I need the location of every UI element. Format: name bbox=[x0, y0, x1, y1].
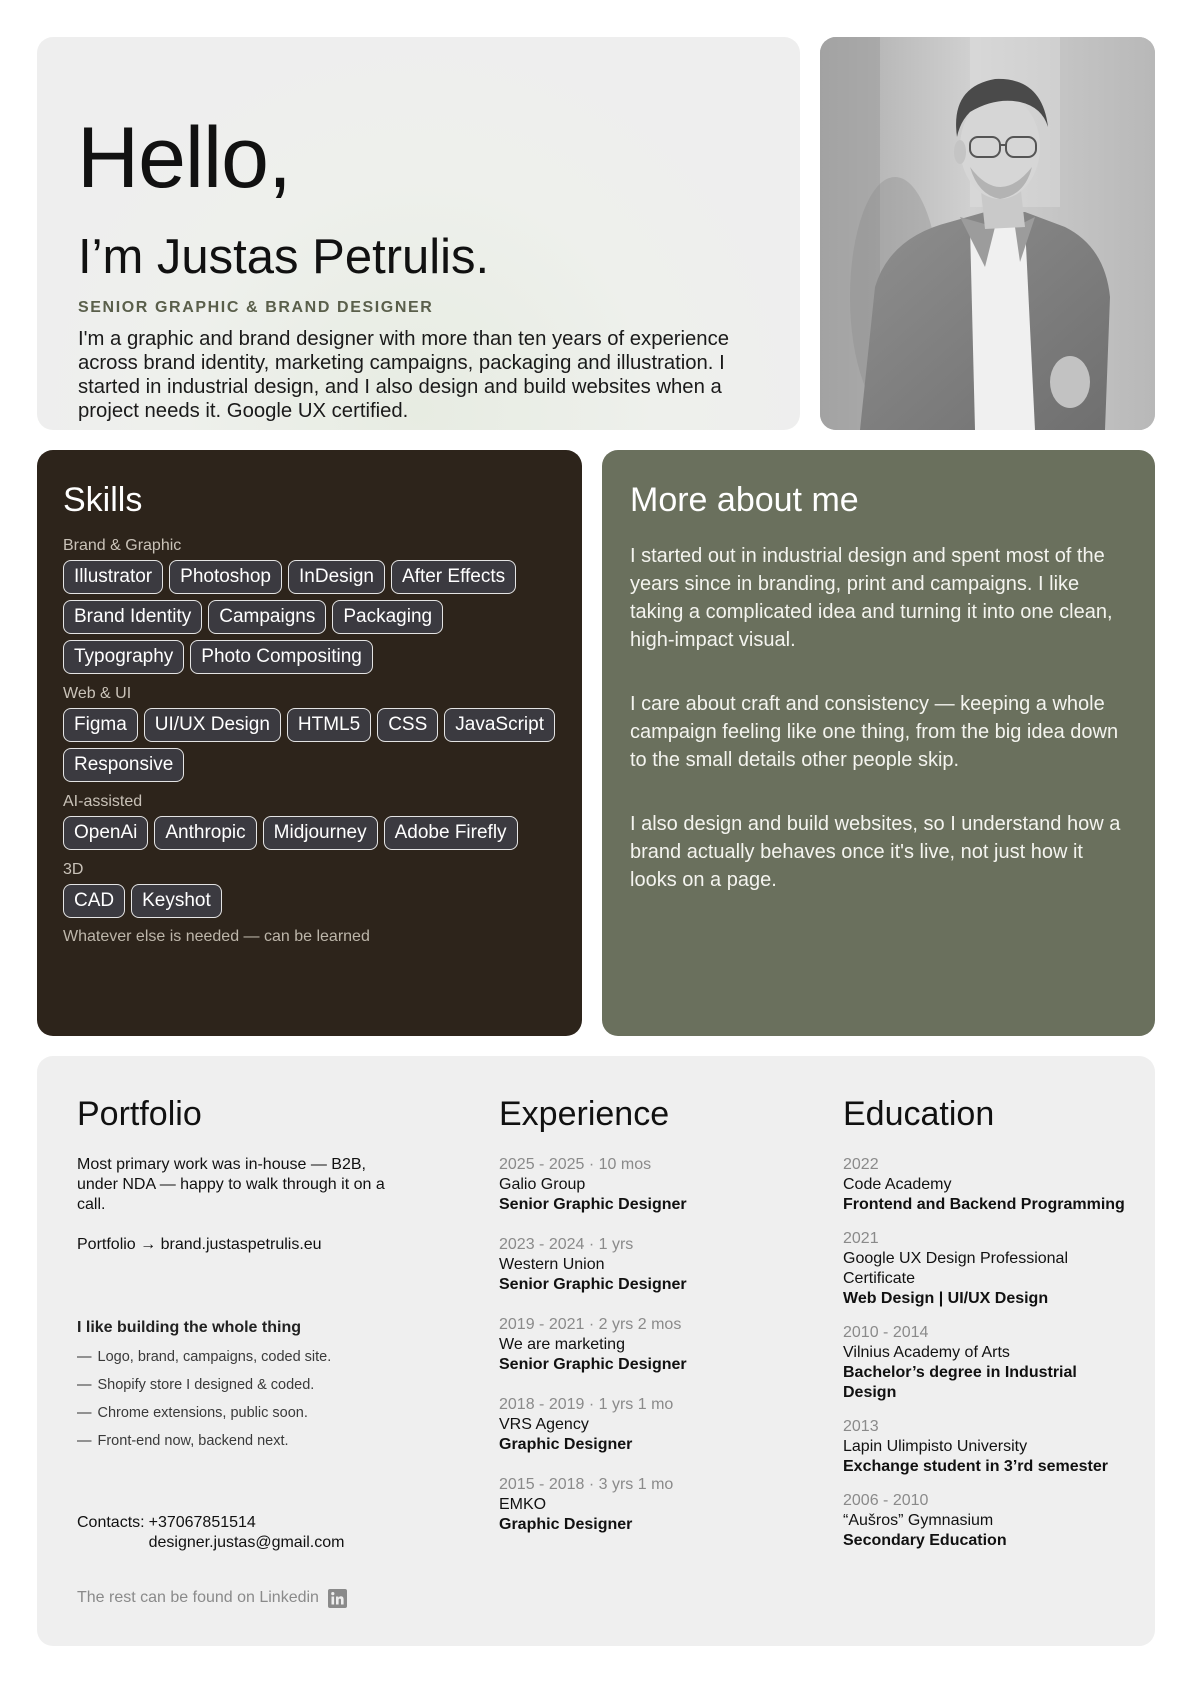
education-title: Education bbox=[843, 1095, 995, 1133]
list-item-text: Chrome extensions, public soon. bbox=[97, 1404, 308, 1421]
skill-tag: Adobe Firefly bbox=[384, 816, 518, 850]
entry-title: Senior Graphic Designer bbox=[499, 1355, 687, 1373]
experience-entry bbox=[499, 1155, 799, 1215]
skill-tag: InDesign bbox=[288, 560, 385, 594]
skills-card bbox=[37, 450, 582, 1036]
list-item bbox=[77, 1371, 407, 1399]
skills-title: Skills bbox=[63, 481, 143, 519]
portfolio-link[interactable]: Portfolio → brand.justaspetrulis.eu bbox=[77, 1235, 322, 1253]
skill-group-label: AI-assisted bbox=[63, 793, 143, 810]
skill-group-brand-graphic bbox=[63, 536, 563, 674]
entry-org: Google UX Design Professional Certificate bbox=[843, 1249, 1069, 1287]
greeting-heading: Hello, bbox=[77, 110, 291, 206]
hero-card bbox=[37, 37, 800, 430]
entry-title: Graphic Designer bbox=[499, 1435, 633, 1453]
contacts-label: Contacts: bbox=[77, 1513, 145, 1531]
skill-tag: Brand Identity bbox=[63, 600, 202, 634]
skill-tag: Typography bbox=[63, 640, 184, 674]
entry-org: Western Union bbox=[499, 1255, 605, 1273]
name-heading: I’m Justas Petrulis. bbox=[78, 230, 490, 284]
entry-dates: 2018 - 2019 · 1 yrs 1 mo bbox=[499, 1395, 674, 1413]
contact-values bbox=[149, 1513, 345, 1553]
dash-icon: — bbox=[77, 1348, 92, 1365]
about-paragraph: I started out in industrial design and spent most of the years since in branding, print and campaigns. I like taking a complicated idea and turning it into one clean, high-impact visual. bbox=[630, 545, 1113, 651]
skill-group-label: Brand & Graphic bbox=[63, 537, 182, 554]
skill-tag: Photo Compositing bbox=[190, 640, 373, 674]
about-paragraph: I also design and build websites, so I understand how a brand actually behaves once it's live, not just how it looks on a page. bbox=[630, 813, 1121, 891]
list-item bbox=[77, 1343, 407, 1371]
skill-tag: Campaigns bbox=[208, 600, 326, 634]
skill-tag: CSS bbox=[377, 708, 438, 742]
skill-tag: After Effects bbox=[391, 560, 516, 594]
skill-group-ai bbox=[63, 792, 563, 850]
entry-title: Senior Graphic Designer bbox=[499, 1275, 687, 1293]
dash-icon: — bbox=[77, 1404, 92, 1421]
skill-tag: Responsive bbox=[63, 748, 184, 782]
education-section bbox=[843, 1094, 1133, 1565]
entry-org: Lapin Ulimpisto University bbox=[843, 1437, 1028, 1455]
entry-dates: 2019 - 2021 · 2 yrs 2 mos bbox=[499, 1315, 682, 1333]
skill-tag-list bbox=[63, 884, 563, 918]
education-entry bbox=[843, 1155, 1133, 1215]
entry-dates: 2022 bbox=[843, 1155, 879, 1173]
entry-dates: 2021 bbox=[843, 1229, 879, 1247]
skill-tag: Figma bbox=[63, 708, 138, 742]
about-card bbox=[602, 450, 1155, 1036]
portfolio-title: Portfolio bbox=[77, 1095, 202, 1133]
entry-dates: 2006 - 2010 bbox=[843, 1491, 929, 1509]
entry-title: Frontend and Backend Programming bbox=[843, 1195, 1125, 1213]
skill-tag-list bbox=[63, 560, 563, 674]
education-entry bbox=[843, 1491, 1133, 1551]
entry-dates: 2013 bbox=[843, 1417, 879, 1435]
linkedin-link[interactable] bbox=[77, 1589, 407, 1608]
skill-tag: UI/UX Design bbox=[144, 708, 281, 742]
linkedin-icon[interactable] bbox=[328, 1589, 347, 1608]
intro-text: I'm a graphic and brand designer with more than ten years of experience across brand identity, marketing campaigns, packaging and illustration. I started in industrial design, and I also design and build websites when a project needs it. Google UX certified. bbox=[78, 328, 729, 422]
about-body bbox=[630, 542, 1130, 930]
list-item-text: Logo, brand, campaigns, coded site. bbox=[97, 1348, 332, 1365]
entry-org: Code Academy bbox=[843, 1175, 952, 1193]
skill-tag: OpenAi bbox=[63, 816, 148, 850]
entry-title: Graphic Designer bbox=[499, 1515, 633, 1533]
details-card bbox=[37, 1056, 1155, 1646]
skill-tag-list bbox=[63, 708, 563, 782]
contacts bbox=[77, 1513, 407, 1553]
skill-tag: Midjourney bbox=[263, 816, 378, 850]
entry-org: EMKO bbox=[499, 1495, 547, 1513]
skill-tag: JavaScript bbox=[444, 708, 555, 742]
entry-org: Vilnius Academy of Arts bbox=[843, 1343, 1010, 1361]
skill-tag: Anthropic bbox=[154, 816, 256, 850]
linkedin-text: The rest can be found on Linkedin bbox=[77, 1589, 319, 1607]
entry-org: Galio Group bbox=[499, 1175, 586, 1193]
skill-tag: Illustrator bbox=[63, 560, 163, 594]
education-entry bbox=[843, 1323, 1133, 1403]
skills-footnote: Whatever else is needed — can be learned bbox=[63, 928, 370, 945]
skill-tag: HTML5 bbox=[287, 708, 371, 742]
about-title: More about me bbox=[630, 481, 859, 519]
portfolio-list bbox=[77, 1343, 407, 1455]
dash-icon: — bbox=[77, 1432, 92, 1449]
entry-title: Secondary Education bbox=[843, 1531, 1007, 1549]
entry-org: “Aušros” Gymnasium bbox=[843, 1511, 994, 1529]
skill-group-label: Web & UI bbox=[63, 685, 132, 702]
skill-tag: CAD bbox=[63, 884, 125, 918]
skill-tag: Keyshot bbox=[131, 884, 222, 918]
email-address[interactable]: designer.justas@gmail.com bbox=[148, 1533, 345, 1551]
portfolio-section bbox=[77, 1094, 407, 1608]
experience-entry bbox=[499, 1475, 799, 1535]
profile-photo bbox=[820, 37, 1155, 430]
phone-number[interactable]: +37067851514 bbox=[148, 1513, 256, 1531]
skill-tag-list bbox=[63, 816, 563, 850]
entry-title: Exchange student in 3’rd semester bbox=[843, 1457, 1108, 1475]
skill-tag: Packaging bbox=[332, 600, 443, 634]
list-item bbox=[77, 1427, 407, 1455]
entry-title: Bachelor’s degree in Industrial Design bbox=[843, 1363, 1077, 1401]
entry-title: Senior Graphic Designer bbox=[499, 1195, 687, 1213]
entry-title: Web Design | UI/UX Design bbox=[843, 1289, 1049, 1307]
portfolio-note: Most primary work was in-house — B2B, under NDA — happy to walk through it on a call. bbox=[77, 1155, 385, 1213]
skill-group-web-ui bbox=[63, 684, 563, 782]
about-paragraph: I care about craft and consistency — keeping a whole campaign feeling like one thing, from the big idea down to the small details other people skip. bbox=[630, 693, 1119, 771]
entry-org: We are marketing bbox=[499, 1335, 625, 1353]
list-item-text: Front-end now, backend next. bbox=[97, 1432, 289, 1449]
experience-entry bbox=[499, 1395, 799, 1455]
experience-title: Experience bbox=[499, 1095, 670, 1133]
experience-entry bbox=[499, 1235, 799, 1295]
portrait-illustration bbox=[820, 37, 1155, 430]
education-entry bbox=[843, 1417, 1133, 1477]
portfolio-subheading: I like building the whole thing bbox=[77, 1318, 301, 1336]
dash-icon: — bbox=[77, 1376, 92, 1393]
skills-groups bbox=[63, 536, 563, 946]
entry-org: VRS Agency bbox=[499, 1415, 589, 1433]
entry-dates: 2010 - 2014 bbox=[843, 1323, 929, 1341]
entry-dates: 2023 - 2024 · 1 yrs bbox=[499, 1235, 634, 1253]
education-entry bbox=[843, 1229, 1133, 1309]
entry-dates: 2025 - 2025 · 10 mos bbox=[499, 1155, 652, 1173]
experience-entry bbox=[499, 1315, 799, 1375]
skill-tag: Photoshop bbox=[169, 560, 282, 594]
skill-group-label: 3D bbox=[63, 861, 84, 878]
role-subtitle: SENIOR GRAPHIC & BRAND DESIGNER bbox=[78, 299, 434, 316]
list-item-text: Shopify store I designed & coded. bbox=[97, 1376, 315, 1393]
list-item bbox=[77, 1399, 407, 1427]
experience-section bbox=[499, 1094, 799, 1555]
entry-dates: 2015 - 2018 · 3 yrs 1 mo bbox=[499, 1475, 674, 1493]
skill-group-3d bbox=[63, 860, 563, 918]
